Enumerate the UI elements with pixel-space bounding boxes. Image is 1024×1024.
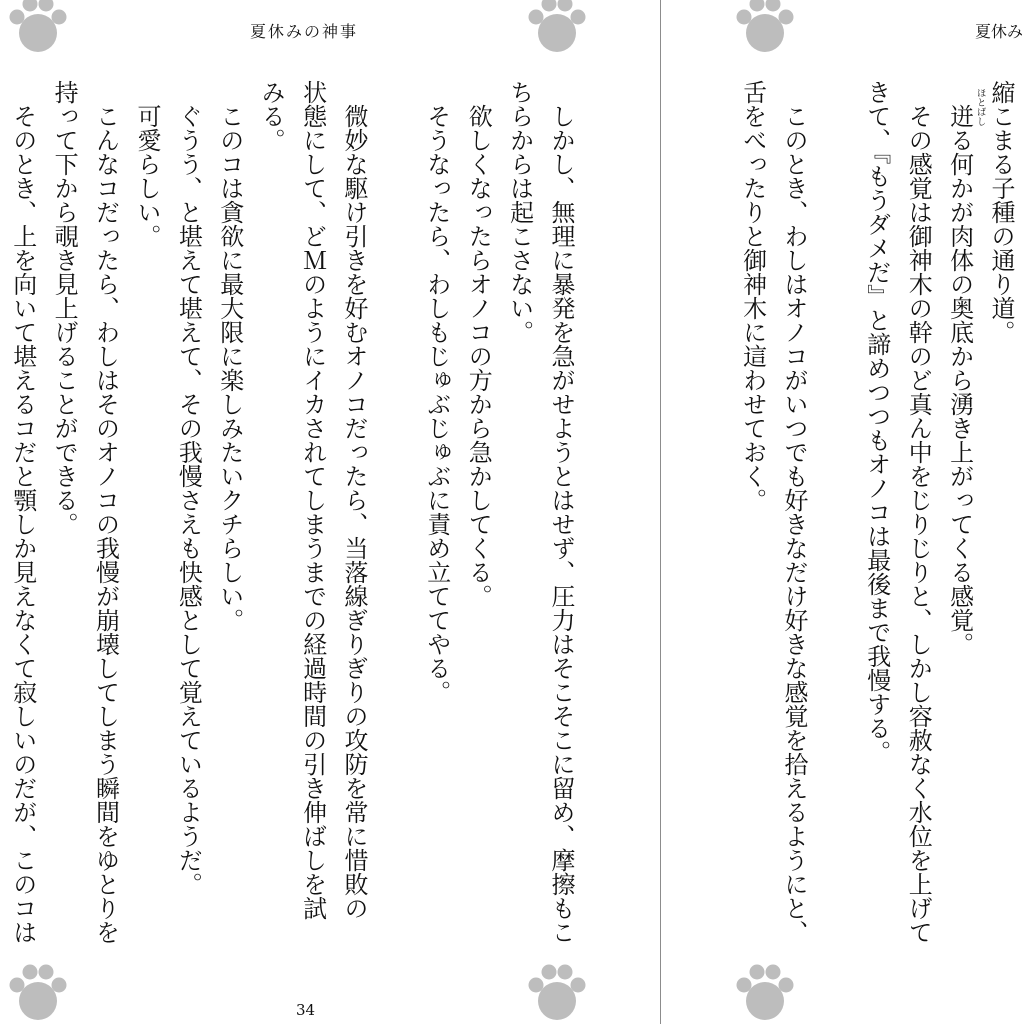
text-line: こんなコだったら、わしはそのオノコの我慢が崩壊してしまう瞬間をゆとりを xyxy=(91,104,120,944)
text-line: このコは貪欲に最大限に楽しみたいクチらしい。 xyxy=(215,104,244,632)
page-number: 34 xyxy=(296,1001,316,1019)
text-line: 縮こまる子種の通り道。 xyxy=(987,80,1015,344)
text-line: 可愛らしい。 xyxy=(132,104,161,248)
right-page-body xyxy=(731,80,1021,950)
ruby-base xyxy=(945,88,986,128)
text-line: このとき、わしはオノコがいつでも好きなだけ好きな感覚を拾えるようにと、 xyxy=(779,104,808,944)
text-line-rest: る何かが肉体の奥底から湧き上がってくる感覚。 xyxy=(945,128,974,656)
text-line: そうなったら、わしもじゅぶじゅぶに責め立ててやる。 xyxy=(422,104,451,704)
running-header-right: 夏休み xyxy=(975,22,1023,41)
ruby-reading: ほとばし xyxy=(974,88,986,126)
text-line: ぐうう、と堪えて堪えて、その我慢さえも快感として覚えているようだ。 xyxy=(174,104,203,896)
text-line: ちらからは起こさない。 xyxy=(505,80,534,344)
paw-print-icon xyxy=(524,0,590,54)
text-line: 持って下から覗き見上げることができる。 xyxy=(50,80,79,536)
ruby-base-char: 迸 xyxy=(945,104,974,128)
running-header-left: 夏休みの神事 xyxy=(250,22,359,41)
paw-print-icon xyxy=(732,962,798,1022)
blank-line xyxy=(814,80,855,950)
paw-print-icon xyxy=(5,962,71,1022)
text-line: そのとき、上を向いて堪えるコだと顎しか見えなくて寂しいのだが、このコは xyxy=(8,104,37,944)
text-line: 状態にして、どＭのようにイカされてしまうまでの経過時間の引き伸ばしを試 xyxy=(298,80,327,920)
text-line: その感覚は御神木の幹のど真ん中をじりじりと、しかし容赦なく水位を上げて xyxy=(904,104,933,944)
text-line: みる。 xyxy=(257,80,286,152)
paw-print-icon xyxy=(5,0,71,54)
text-line: 微妙な駆け引きを好むオノコだったら、当落線ぎりぎりの攻防を常に惜敗の xyxy=(339,104,368,920)
page-divider xyxy=(660,0,661,1024)
text-line xyxy=(938,80,986,950)
text-line: 欲しくなったらオノコの方から急かしてくる。 xyxy=(464,104,493,608)
blank-line xyxy=(374,80,415,950)
text-line: きて、『もうダメだ』と諦めつつもオノコは最後まで我慢する。 xyxy=(862,80,891,764)
left-page-body xyxy=(1,80,581,950)
text-line: 舌をべったりと御神木に這わせておく。 xyxy=(738,80,767,512)
paw-print-icon xyxy=(732,0,798,54)
text-line: しかし、無理に暴発を急がせようとはせず、圧力はそこそこに留め、摩擦もこ xyxy=(547,104,575,944)
paw-print-icon xyxy=(524,962,590,1022)
